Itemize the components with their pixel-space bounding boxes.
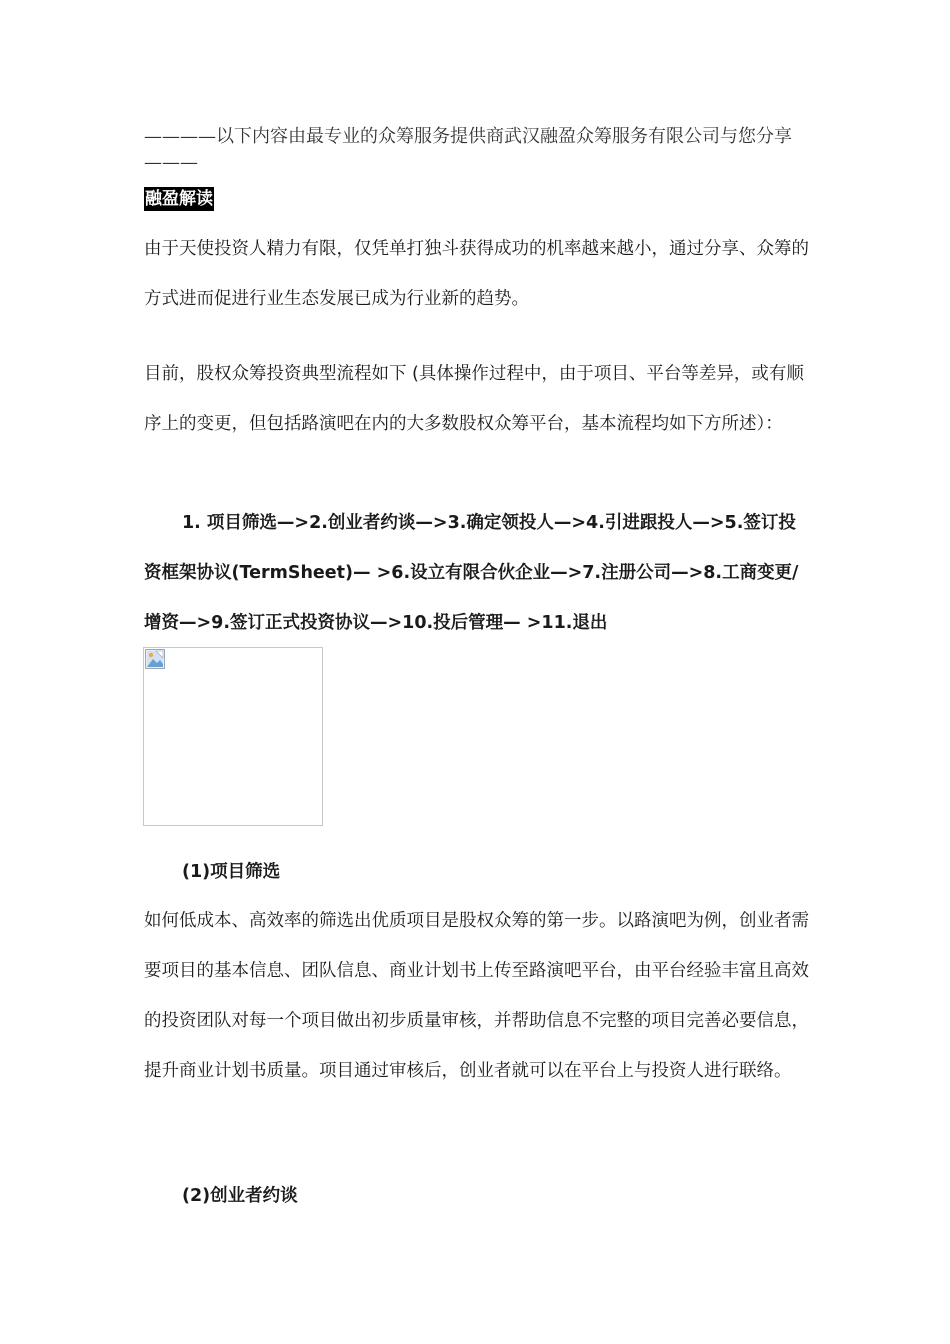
- section-heading-screening: (1)项目筛选: [182, 862, 281, 882]
- section-heading-interview: (2)创业者约谈: [182, 1186, 298, 1206]
- paragraph-screening: 如何低成本、高效率的筛选出优质项目是股权众筹的第一步。以路演吧为例，创业者需要项目的基本信息、团队信息、商业计划书上传至路演吧平台，由平台经验丰富且高效的投资团队对每一个项目做出初步质量审核，并帮助信息不完整的项目完善必要信息，提升商业计划书质量。项目通过审核后，创业者就可以在平台上与投资人进行联络。: [144, 911, 809, 1081]
- intro-line: ————以下内容由最专业的众筹服务提供商武汉融盈众筹服务有限公司与您分享———: [144, 126, 792, 173]
- paragraph-trend: 由于天使投资人精力有限，仅凭单打独斗获得成功的机率越来越小，通过分享、众筹的方式进而促进行业生态发展已成为行业新的趋势。: [144, 239, 809, 309]
- broken-image-icon: [145, 649, 165, 669]
- highlight-tag: 融盈解读: [145, 189, 213, 209]
- image-placeholder: [143, 647, 323, 826]
- process-flow: 1. 项目筛选—>2.创业者约谈—>3.确定领投人—>4.引进跟投人—>5.签订投资框架协议(TermSheet)— >6.设立有限合伙企业—>7.注册公司—>8.工商变更/增资—>9.签订正式投资协议—>10.投后管理— >11.退出: [144, 513, 799, 633]
- paragraph-process-intro: 目前，股权众筹投资典型流程如下 (具体操作过程中，由于项目、平台等差异，或有顺序上的变更，但包括路演吧在内的大多数股权众筹平台，基本流程均如下方所述）：: [144, 364, 804, 434]
